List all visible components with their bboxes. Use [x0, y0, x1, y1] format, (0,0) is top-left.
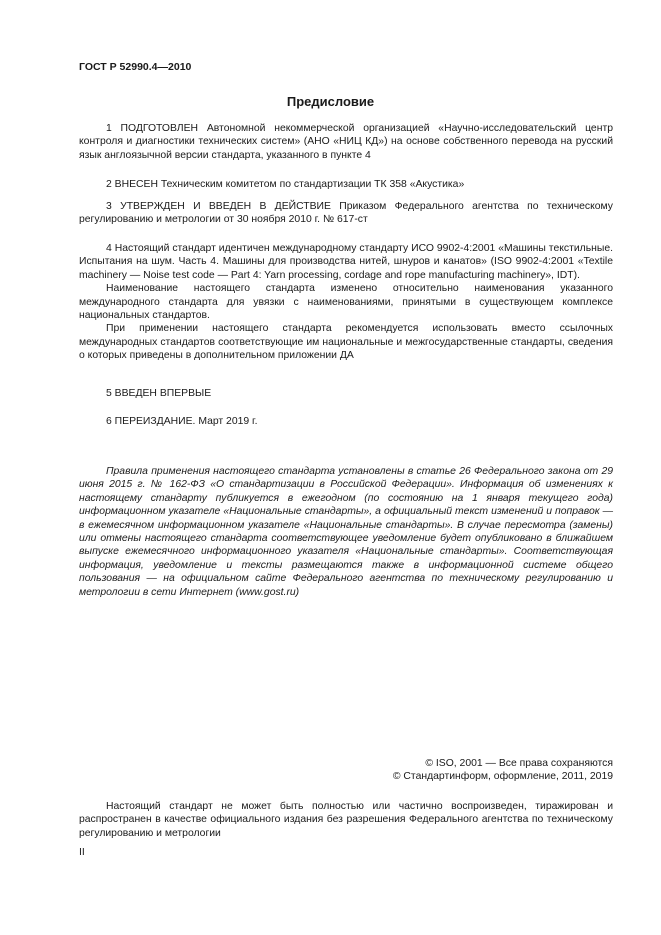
copyright-standartinform: © Стандартинформ, оформление, 2011, 2019	[392, 771, 613, 783]
item-5	[79, 387, 613, 400]
item-4	[79, 242, 613, 363]
rules-notice	[79, 465, 613, 599]
item-2	[79, 178, 613, 191]
item-1-text: 1 ПОДГОТОВЛЕН Автономной некоммерческой организацией «Научно-исследовательский центр контроля и диагностики технических систем» (АНО «НИЦ КД») на основе собственного перевода на русский язык англоязычной версии стандарта, указанного в пункте 4	[79, 123, 613, 161]
item-3-text: 3 УТВЕРЖДЕН И ВВЕДЕН В ДЕЙСТВИЕ Приказом Федерального агентства по техническому регулированию и метрологии от 30 ноября 2010 г. № 617-ст	[79, 201, 613, 226]
item-4-name-change: Наименование настоящего стандарта изменено относительно наименования указанного международного стандарта для увязки с наименованиями, принятыми в существующем комплексе национальных стандартов.	[79, 283, 613, 322]
item-4-text: 4 Настоящий стандарт идентичен международному стандарту ИСО 9902-4:2001 «Машины текстильные. Испытания на шум. Часть 4. Машины для производства нитей, шнуров и канатов» (ISO 9902-4:2001 «Textile machinery — Noise test code — Part 4: Yarn processing, cordage and rope manufacturing machinery», IDT).	[79, 243, 613, 281]
item-5-text: 5 ВВЕДЕН ВПЕРВЫЕ	[106, 388, 212, 399]
reproduction-notice-text: Настоящий стандарт не может быть полностью или частично воспроизведен, тиражирован и распространен в качестве официального издания без разрешения Федерального агентства по техническому регулированию и метрологии	[79, 801, 613, 839]
item-2-text: 2 ВНЕСЕН Техническим комитетом по стандартизации ТК 358 «Акустика»	[106, 179, 465, 190]
standard-code-header: ГОСТ Р 52990.4—2010	[79, 61, 192, 73]
copyright-iso: © ISO, 2001 — Все права сохраняются	[425, 758, 613, 769]
item-1	[79, 122, 613, 162]
item-6	[79, 415, 613, 428]
page-title: Предисловие	[286, 94, 375, 109]
item-6-text: 6 ПЕРЕИЗДАНИЕ. Март 2019 г.	[106, 416, 258, 427]
reproduction-notice	[79, 800, 613, 840]
item-3	[79, 200, 613, 227]
rules-notice-text: Правила применения настоящего стандарта установлены в статье 26 Федерального закона от 29 июня 2015 г. № 162-ФЗ «О стандартизации в Российской Федерации». Информация об изменениях к настоящему стандарту публикуется в ежегодном (по состоянию на 1 января текущего года) информационном указателе «Национальные стандарты», а официальный текст изменений и поправок — в ежемесячном информационном указателе «Национальные стандарты». В случае пересмотра (замены) или отмены настоящего стандарта соответствующее уведомление будет опубликовано в ближайшем выпуске ежемесячного информационного указателя «Национальные стандарты». Соответствующая информация, уведомление и тексты размещаются также в информационной системе общего пользования — на официальном сайте Федерального агентства по техническому регулированию и метрологии в сети Интернет (www.gost.ru)	[79, 466, 613, 598]
copyright-block	[79, 757, 613, 784]
item-4-references: При применении настоящего стандарта рекомендуется использовать вместо ссылочных международных стандартов соответствующие им национальные и межгосударственные стандарты, сведения о которых приведены в дополнительном приложении ДА	[79, 323, 613, 362]
page-number: II	[79, 846, 85, 858]
